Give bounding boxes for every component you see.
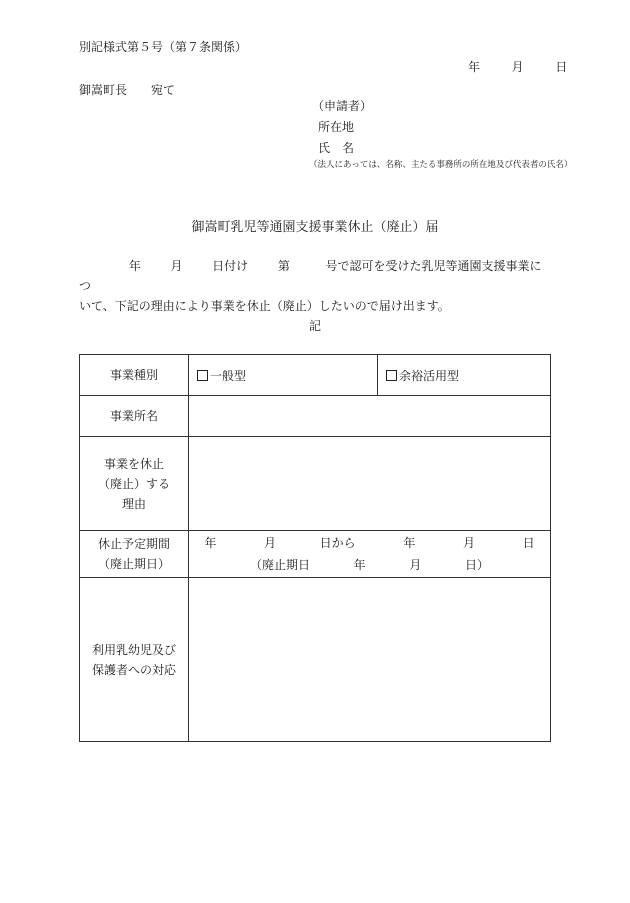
- addressee: 御嵩町長 宛て: [79, 83, 176, 97]
- date-day: 日: [555, 60, 568, 74]
- document-title: 御嵩町乳児等通園支援事業休止（廃止）届: [191, 220, 439, 235]
- office-name-label: 事業所名: [80, 396, 189, 437]
- applicant-note: （法人にあっては、名称、主たる事務所の所在地及び代表者の氏名）: [309, 160, 573, 170]
- row-office-name: [80, 396, 551, 437]
- notification-form-table: [79, 354, 551, 742]
- body-line-2: いて、下記の理由により事業を休止（廃止）したいので届け出ます。: [79, 299, 450, 313]
- form-id: 別記様式第５号（第７条関係）: [79, 40, 248, 54]
- period-range: 年 月 日から 年 月 日: [204, 536, 535, 550]
- option-surplus-cell[interactable]: [378, 355, 551, 396]
- checkbox-surplus[interactable]: [386, 370, 397, 381]
- option-surplus-label: 余裕活用型: [399, 368, 460, 383]
- abolish-date: （廃止期日 年 月 日）: [249, 558, 490, 572]
- applicant-block: [312, 97, 372, 160]
- body-rest: 号で認可を受けた乳児等通園支援事業につ: [79, 259, 542, 293]
- business-type-label: 事業種別: [80, 355, 189, 396]
- period-label: 休止予定期間 （廃止期日）: [80, 531, 189, 578]
- body-day: 日付け: [212, 259, 249, 273]
- body-text: [79, 256, 551, 316]
- response-field[interactable]: [189, 578, 551, 742]
- address-label: 所在地: [318, 120, 355, 134]
- option-general-cell[interactable]: [189, 355, 378, 396]
- submission-date: [468, 58, 567, 75]
- name-label: 氏 名: [318, 141, 355, 155]
- office-name-field[interactable]: [189, 396, 551, 437]
- row-business-type: [80, 355, 551, 396]
- body-line-1: [79, 256, 551, 296]
- body-month: 月: [170, 259, 183, 273]
- row-period: [80, 531, 551, 578]
- ki-heading: 記: [308, 319, 321, 333]
- row-reason: [80, 437, 551, 531]
- checkbox-general[interactable]: [197, 370, 208, 381]
- applicant-label: （申請者）: [312, 99, 373, 113]
- body-number: 第: [277, 259, 290, 273]
- reason-field[interactable]: [189, 437, 551, 531]
- reason-label: 事業を休止（廃止）する理由: [80, 437, 189, 531]
- date-month: 月: [511, 60, 524, 74]
- body-year: 年: [128, 259, 141, 273]
- date-year: 年: [468, 60, 481, 74]
- option-general-label: 一般型: [210, 368, 247, 383]
- row-response: [80, 578, 551, 742]
- period-field[interactable]: [189, 531, 551, 578]
- response-label: 利用乳幼児及び保護者への対応: [80, 578, 189, 742]
